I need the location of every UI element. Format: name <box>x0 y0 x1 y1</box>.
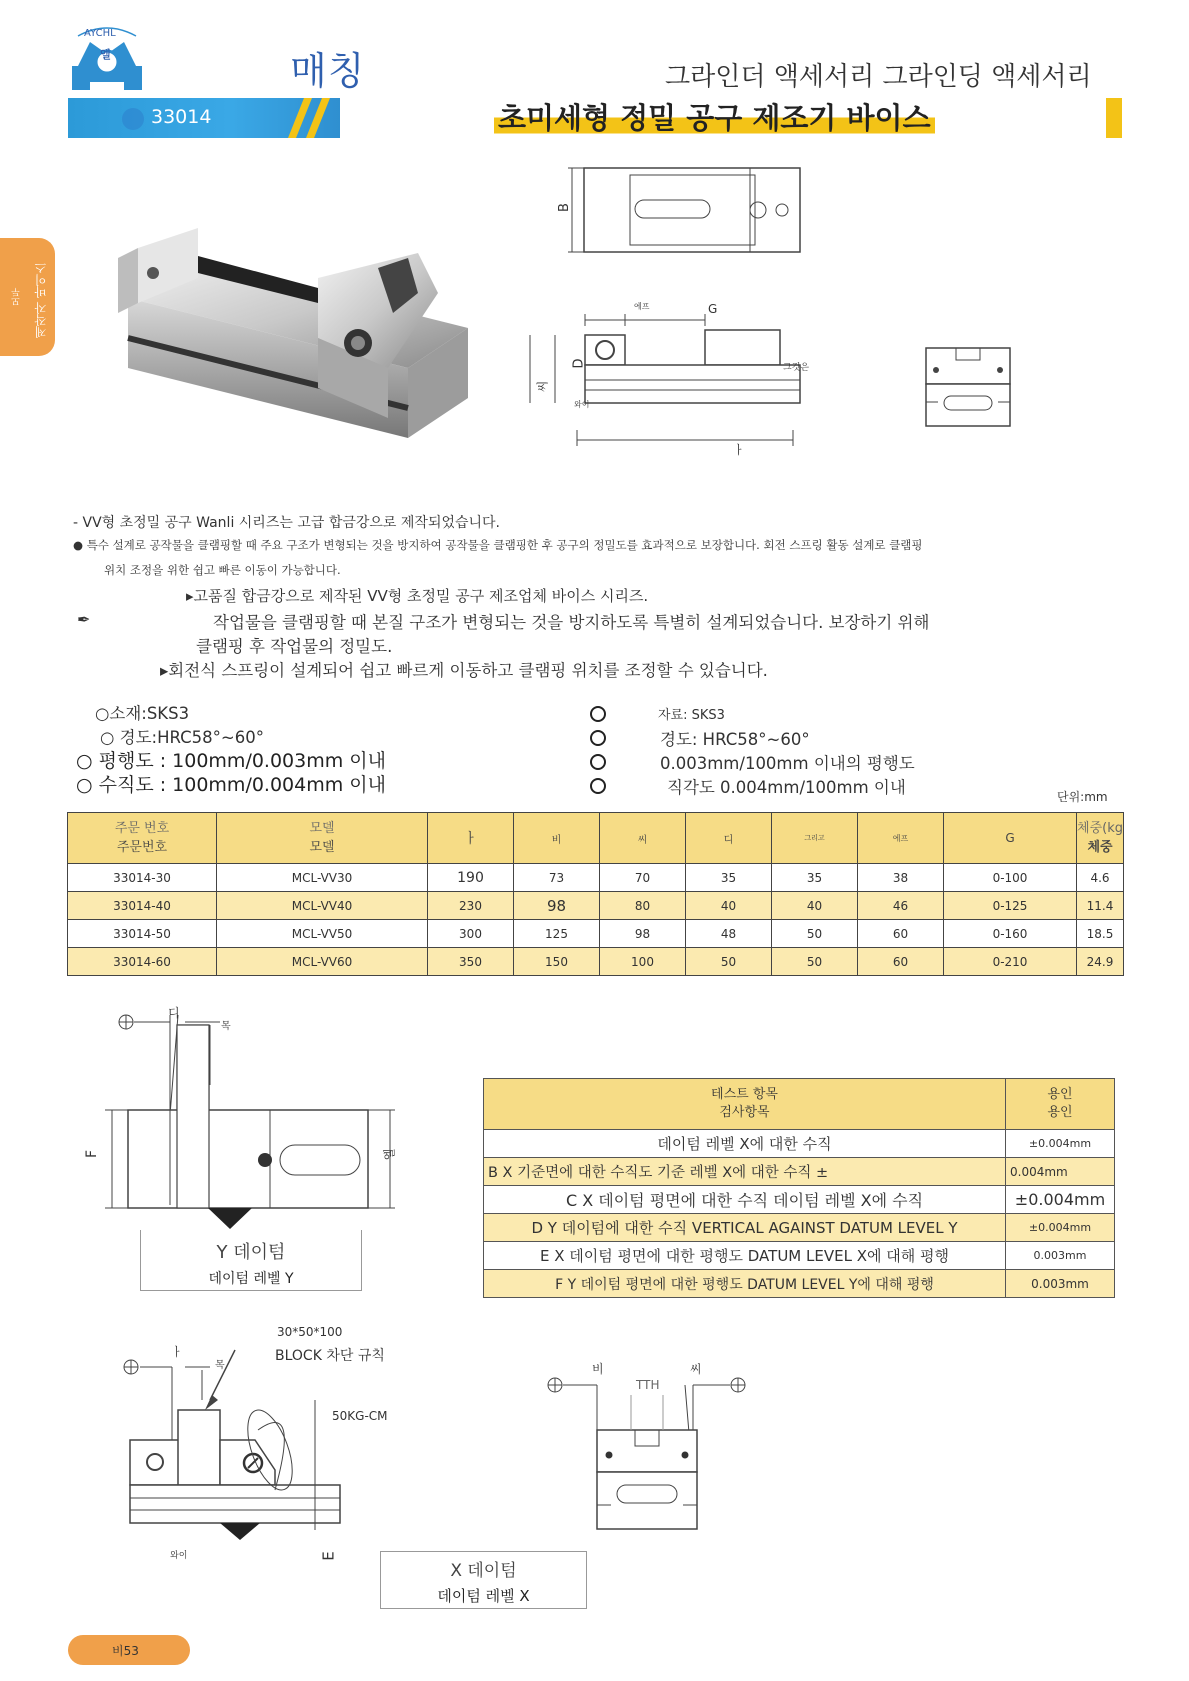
cell-weight: 4.6 <box>1077 864 1124 892</box>
th-C: 씨 <box>600 813 686 864</box>
table-row <box>484 1158 1115 1186</box>
label-a: ㅏ <box>171 1345 183 1359</box>
table-row <box>68 892 1124 920</box>
cell-F: 38 <box>858 864 944 892</box>
table-row <box>484 1242 1115 1270</box>
block-dims: 30*50*100 <box>277 1325 343 1339</box>
th-G: G <box>944 813 1077 864</box>
title-marker <box>1106 98 1122 138</box>
th-tolerance <box>1006 1079 1115 1130</box>
top-view-drawing <box>560 160 840 260</box>
label-F: F <box>84 1149 101 1159</box>
side-view-drawing <box>525 290 825 450</box>
cell-test-item: E X 데이텀 평면에 대한 평행도 DATUM LEVEL X에 대해 평행 <box>484 1242 1006 1270</box>
th-order-a: 주문 번호 <box>114 821 170 836</box>
end-view-drawing <box>922 344 1014 430</box>
side-tab-small: 모두 <box>12 288 22 306</box>
x-datum-label: X 데이텀 <box>450 1561 517 1581</box>
desc-line-3: 위치 조정을 위한 쉽고 빠른 이동이 가능합니다. <box>104 563 341 577</box>
th-weight-b: 체중 <box>1087 840 1113 855</box>
pen-icon: ✒ <box>77 610 91 629</box>
cell-order: 33014-50 <box>68 920 217 948</box>
th-F: 에프 <box>858 813 944 864</box>
cell-D: 50 <box>686 948 772 976</box>
spec-material: ○소재:SKS3 <box>95 704 190 723</box>
spec-perpendicularity: ○ 수직도 : 100mm/0.004mm 이내 <box>76 774 387 796</box>
page-number: 비53 <box>112 1644 139 1658</box>
table-row <box>484 1130 1115 1158</box>
th-test-b: 검사항목 <box>719 1105 770 1120</box>
table-header-row <box>68 813 1124 864</box>
inspection-table <box>483 1078 1115 1298</box>
side-category-tab[interactable] <box>0 238 55 356</box>
bullet-circle-icon <box>590 730 606 746</box>
dim-G: G <box>708 302 718 316</box>
cell-G: 0-100 <box>944 864 1077 892</box>
desc-line-4: ▸고품질 합금강으로 제작된 VV형 초정밀 공구 제조업체 바이스 시리즈. <box>186 587 649 605</box>
dim-B: B <box>556 203 572 212</box>
cell-C: 98 <box>600 920 686 948</box>
th-order <box>68 813 217 864</box>
cell-F: 60 <box>858 920 944 948</box>
th-tol-a: 용인 <box>1047 1087 1073 1102</box>
cell-A: 350 <box>428 948 514 976</box>
label-d: 디 <box>168 1006 180 1020</box>
th-D: 디 <box>686 813 772 864</box>
cell-C: 80 <box>600 892 686 920</box>
logo-text: AYCHL <box>84 28 116 39</box>
cell-E: 50 <box>772 920 858 948</box>
y-datum-drawing <box>100 1005 430 1235</box>
dim-A: ㅏ <box>733 443 745 457</box>
th-A: ㅏ <box>428 813 514 864</box>
table-row <box>68 864 1124 892</box>
vise-product-photo <box>118 218 478 458</box>
dim-F-top: 에프 <box>634 302 650 311</box>
cell-A: 300 <box>428 920 514 948</box>
th-weight-a: 체중(kg <box>1077 821 1123 836</box>
cell-B: 125 <box>514 920 600 948</box>
cell-tolerance: ±0.004mm <box>1006 1130 1115 1158</box>
cell-A: 190 <box>428 864 514 892</box>
side-tab-label: 제작자 바이스 <box>34 262 48 338</box>
product-code: 33014 <box>151 106 212 128</box>
desc-line-1: - VV형 초정밀 공구 Wanli 시리즈는 고급 합금강으로 제작되었습니다. <box>73 515 501 531</box>
cell-tolerance: 0.003mm <box>1006 1270 1115 1298</box>
spec-hardness: ○ 경도:HRC58°~60° <box>100 728 264 747</box>
product-title: 초미세형 정밀 공구 제조기 바이스 <box>494 96 935 137</box>
spec-r-perpendicularity: 직각도 0.004mm/100mm 이내 <box>667 778 906 797</box>
cell-A: 230 <box>428 892 514 920</box>
cell-order: 33014-60 <box>68 948 217 976</box>
dim-D: D <box>571 358 587 369</box>
th-B: 비 <box>514 813 600 864</box>
cell-test-item: F Y 데이텀 평면에 대한 평행도 DATUM LEVEL Y에 대해 평행 <box>484 1270 1006 1298</box>
label-neck-2: 목 <box>215 1360 225 1371</box>
table-row <box>484 1214 1115 1242</box>
label-c: 씨 <box>690 1362 702 1376</box>
cell-test-item: B X 기준면에 대한 수직도 기준 레벨 X에 대한 수직 ± <box>484 1158 1006 1186</box>
x-datum-level: 데이텀 레벨 X <box>437 1587 530 1605</box>
category-title: 그라인더 액세서리 그라인딩 액세서리 <box>665 62 1092 92</box>
bullet-circle-icon <box>590 706 606 722</box>
th-model-a: 모델 <box>309 821 335 836</box>
cell-order: 33014-40 <box>68 892 217 920</box>
cell-D: 40 <box>686 892 772 920</box>
label-neck-1: 목 <box>221 1021 231 1032</box>
cell-F: 46 <box>858 892 944 920</box>
cell-test-item: 데이텀 레벨 X에 대한 수직 <box>484 1130 1006 1158</box>
spec-parallelism: ○ 평행도 : 100mm/0.003mm 이내 <box>76 750 387 772</box>
desc-line-6: 클램핑 후 작업물의 정밀도. <box>196 637 393 656</box>
cell-tolerance: 0.004mm <box>1006 1158 1115 1186</box>
table-row <box>68 948 1124 976</box>
cell-test-item: C X 데이텀 평면에 대한 수직 데이텀 레벨 X에 수직 <box>484 1186 1006 1214</box>
stripe-decoration <box>278 98 334 138</box>
desc-line-5: 작업물을 클램핑할 때 본질 구조가 변형되는 것을 방지하도록 특별히 설계되었습니다. 보장하기 위해 <box>213 613 930 632</box>
cell-model: MCL-VV60 <box>217 948 428 976</box>
spec-r-hardness: 경도: HRC58°~60° <box>660 730 810 749</box>
bullet-circle-icon <box>590 778 606 794</box>
block-rule: BLOCK 차단 규칙 <box>275 1348 385 1364</box>
spec-r-parallelism: 0.003mm/100mm 이내의 평행도 <box>660 754 915 773</box>
label-tth: TTH <box>636 1378 660 1392</box>
cell-model: MCL-VV50 <box>217 920 428 948</box>
page-number-badge <box>68 1635 190 1665</box>
cell-B: 98 <box>514 892 600 920</box>
dimension-table <box>67 812 1124 976</box>
cell-tolerance: ±0.004mm <box>1006 1214 1115 1242</box>
label-wai: 와이 <box>170 1551 188 1561</box>
label-el: 엘 <box>382 1148 397 1161</box>
bullet-circle-icon <box>590 754 606 770</box>
logo-mark: 엘 <box>100 48 111 61</box>
cell-C: 100 <box>600 948 686 976</box>
cell-G: 0-160 <box>944 920 1077 948</box>
cell-weight: 18.5 <box>1077 920 1124 948</box>
table-row <box>484 1270 1115 1298</box>
th-order-b: 주문번호 <box>116 840 168 855</box>
th-tol-b: 용인 <box>1047 1105 1073 1120</box>
desc-line-2: ● 특수 설계로 공작물을 클램핑할 때 주요 구조가 변형되는 것을 방지하여 공작물을 클램핑한 후 공구의 정밀도를 효과적으로 보장합니다. 회전 스프링 활동 설계로 클램핑 <box>73 538 923 552</box>
th-weight <box>1077 813 1124 864</box>
y-datum-box <box>140 1230 362 1291</box>
label-E: E <box>319 1551 338 1561</box>
spec-r-material: 자료: SKS3 <box>658 708 725 723</box>
cell-tolerance: ±0.004mm <box>1006 1186 1115 1214</box>
cell-E: 50 <box>772 948 858 976</box>
cell-tolerance: 0.003mm <box>1006 1242 1115 1270</box>
cell-D: 48 <box>686 920 772 948</box>
cell-weight: 24.9 <box>1077 948 1124 976</box>
code-dot-icon <box>122 108 144 130</box>
table-row <box>68 920 1124 948</box>
torque-label: 50KG-CM <box>332 1409 388 1423</box>
x-datum-box <box>380 1551 587 1609</box>
cell-weight: 11.4 <box>1077 892 1124 920</box>
unit-label: 단위:mm <box>1057 790 1108 804</box>
cell-test-item: D Y 데이텀에 대한 수직 VERTICAL AGAINST DATUM LEVEL Y <box>484 1214 1006 1242</box>
cell-model: MCL-VV40 <box>217 892 428 920</box>
cell-G: 0-125 <box>944 892 1077 920</box>
dim-Y: 와이 <box>574 400 590 409</box>
th-test-a: 테스트 항목 <box>711 1087 778 1102</box>
dim-E: 그것은 <box>783 363 810 373</box>
th-model-b: 모델 <box>309 840 335 855</box>
cell-E: 40 <box>772 892 858 920</box>
x-datum-side-drawing <box>110 1340 380 1540</box>
cell-model: MCL-VV30 <box>217 864 428 892</box>
th-E: 그리고 <box>772 813 858 864</box>
cell-order: 33014-30 <box>68 864 217 892</box>
desc-line-7: ▸회전식 스프링이 설계되어 쉽고 빠르게 이동하고 클램핑 위치를 조정할 수 있습니다. <box>160 661 768 680</box>
cell-E: 35 <box>772 864 858 892</box>
cell-D: 35 <box>686 864 772 892</box>
y-datum-level: 데이텀 레벨 Y <box>208 1271 294 1287</box>
dim-C: 씨 <box>535 380 550 393</box>
cell-B: 73 <box>514 864 600 892</box>
th-model <box>217 813 428 864</box>
brand-title: 매칭 <box>290 49 366 93</box>
cell-B: 150 <box>514 948 600 976</box>
inspection-header-row <box>484 1079 1115 1130</box>
cell-F: 60 <box>858 948 944 976</box>
cell-C: 70 <box>600 864 686 892</box>
label-b: 비 <box>592 1362 604 1376</box>
table-row <box>484 1186 1115 1214</box>
th-test-item <box>484 1079 1006 1130</box>
product-code-bar <box>68 98 340 138</box>
y-datum-label: Y 데이텀 <box>216 1242 286 1263</box>
cell-G: 0-210 <box>944 948 1077 976</box>
